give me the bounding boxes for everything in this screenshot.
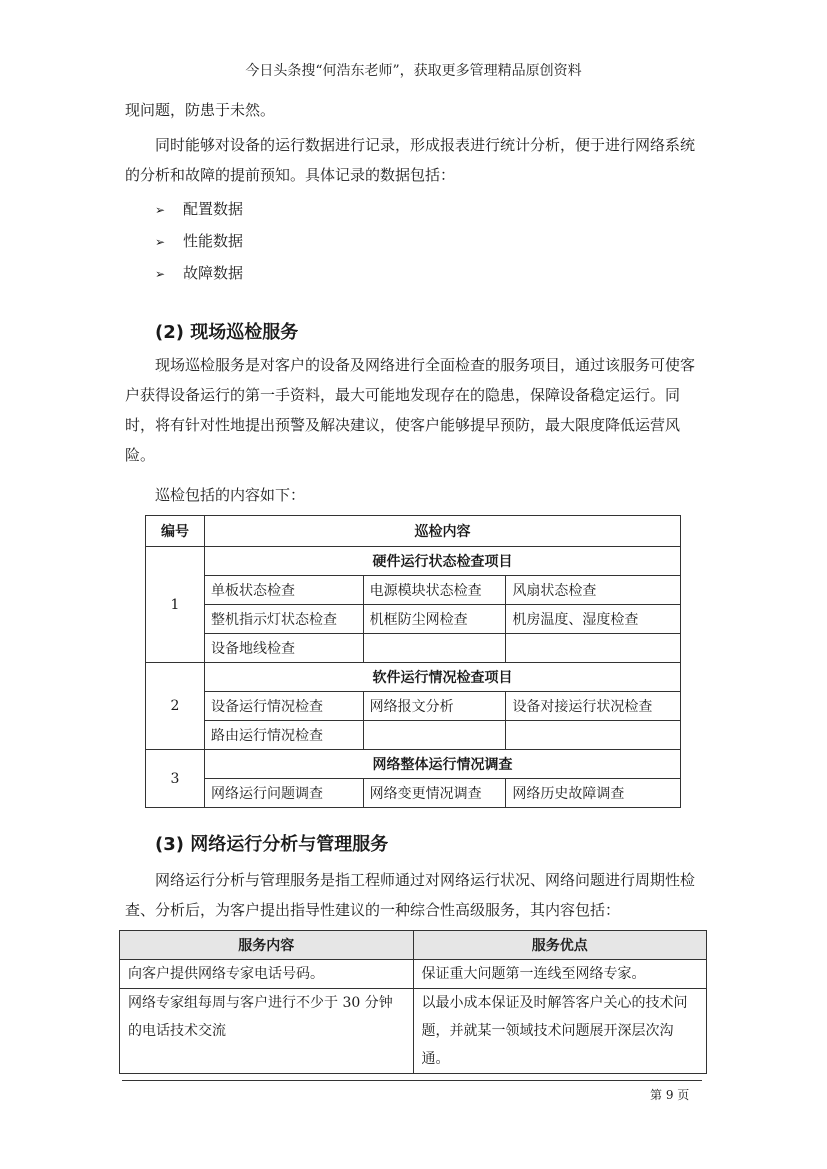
table-row (120, 960, 707, 989)
table-cell: 以最小成本保证及时解答客户关心的技术问题，并就某一领域技术问题展开深层次沟通。 (413, 989, 707, 1074)
section-title: (3) 网络运行分析与管理服务 (155, 834, 389, 855)
table-cell: 设备地线检查 (205, 634, 364, 663)
table-row (146, 576, 681, 605)
table-intro: 巡检包括的内容如下： (155, 486, 306, 504)
table-cell: 网络运行问题调查 (205, 779, 364, 808)
table-cell: 设备对接运行状况检查 (506, 692, 681, 721)
table-cell (363, 721, 506, 750)
table-cell: 设备运行情况检查 (205, 692, 364, 721)
table-cell: 网络专家组每周与客户进行不少于 30 分钟的电话技术交流 (120, 989, 414, 1074)
table-header-content: 巡检内容 (205, 516, 681, 547)
table-cell (506, 721, 681, 750)
table-cell: 网络报文分析 (363, 692, 506, 721)
bullet-label: 配置数据 (183, 200, 244, 218)
bullet-label: 性能数据 (183, 232, 244, 250)
group-title: 网络整体运行情况调查 (205, 750, 681, 779)
group-number: 1 (146, 547, 205, 663)
intro-paragraph: 同时能够对设备的运行数据进行记录，形成报表进行统计分析，便于进行网络系统的分析和故障的提前预知。具体记录的数据包括： (125, 136, 696, 184)
group-title: 硬件运行状态检查项目 (205, 547, 681, 576)
table-cell: 机框防尘网检查 (363, 605, 506, 634)
table-row (146, 692, 681, 721)
bullet-item (155, 231, 243, 252)
table-cell (363, 634, 506, 663)
table-cell: 机房温度、湿度检查 (506, 605, 681, 634)
table-row (146, 605, 681, 634)
table-cell (506, 634, 681, 663)
bullet-label: 故障数据 (183, 264, 244, 282)
table-cell: 整机指示灯状态检查 (205, 605, 364, 634)
table-row (146, 721, 681, 750)
table-cell: 向客户提供网络专家电话号码。 (120, 960, 414, 989)
table-cell: 单板状态检查 (205, 576, 364, 605)
table-cell: 风扇状态检查 (506, 576, 681, 605)
table-cell: 网络历史故障调查 (506, 779, 681, 808)
arrow-bullet-icon: ➢ (155, 235, 166, 249)
arrow-bullet-icon: ➢ (155, 267, 166, 281)
table-cell: 路由运行情况检查 (205, 721, 364, 750)
table-row (146, 634, 681, 663)
page-number: 第 9 页 (650, 1088, 690, 1102)
table-cell: 网络变更情况调查 (363, 779, 506, 808)
intro-line: 现问题，防患于未然。 (125, 101, 276, 119)
page-header: 今日头条搜“何浩东老师”，获取更多管理精品原创资料 (245, 63, 582, 79)
table-cell: 保证重大问题第一连线至网络专家。 (413, 960, 707, 989)
group-number: 2 (146, 663, 205, 750)
footer-divider (122, 1080, 702, 1081)
table-header-advantage: 服务优点 (413, 931, 707, 960)
section-paragraph: 网络运行分析与管理服务是指工程师通过对网络运行状况、网络问题进行周期性检查、分析后，为客户提出指导性建议的一种综合性高级服务，其内容包括： (125, 871, 696, 919)
table-header-number: 编号 (146, 516, 205, 547)
arrow-bullet-icon: ➢ (155, 203, 166, 217)
bullet-item (155, 199, 243, 220)
section-paragraph: 现场巡检服务是对客户的设备及网络进行全面检查的服务项目，通过该服务可使客户获得设备运行的第一手资料，最大可能地发现存在的隐患，保障设备稳定运行。同时，将有针对性地提出预警及解决建议，使客户能够提早预防，最大限度降低运营风险。 (125, 356, 696, 464)
inspection-table (145, 515, 681, 808)
table-cell: 电源模块状态检查 (363, 576, 506, 605)
table-row (120, 989, 707, 1074)
table-header-content: 服务内容 (120, 931, 414, 960)
table-row (146, 779, 681, 808)
section-title: (2) 现场巡检服务 (155, 322, 299, 343)
group-title: 软件运行情况检查项目 (205, 663, 681, 692)
service-table (119, 930, 707, 1074)
group-number: 3 (146, 750, 205, 808)
bullet-item (155, 263, 243, 284)
